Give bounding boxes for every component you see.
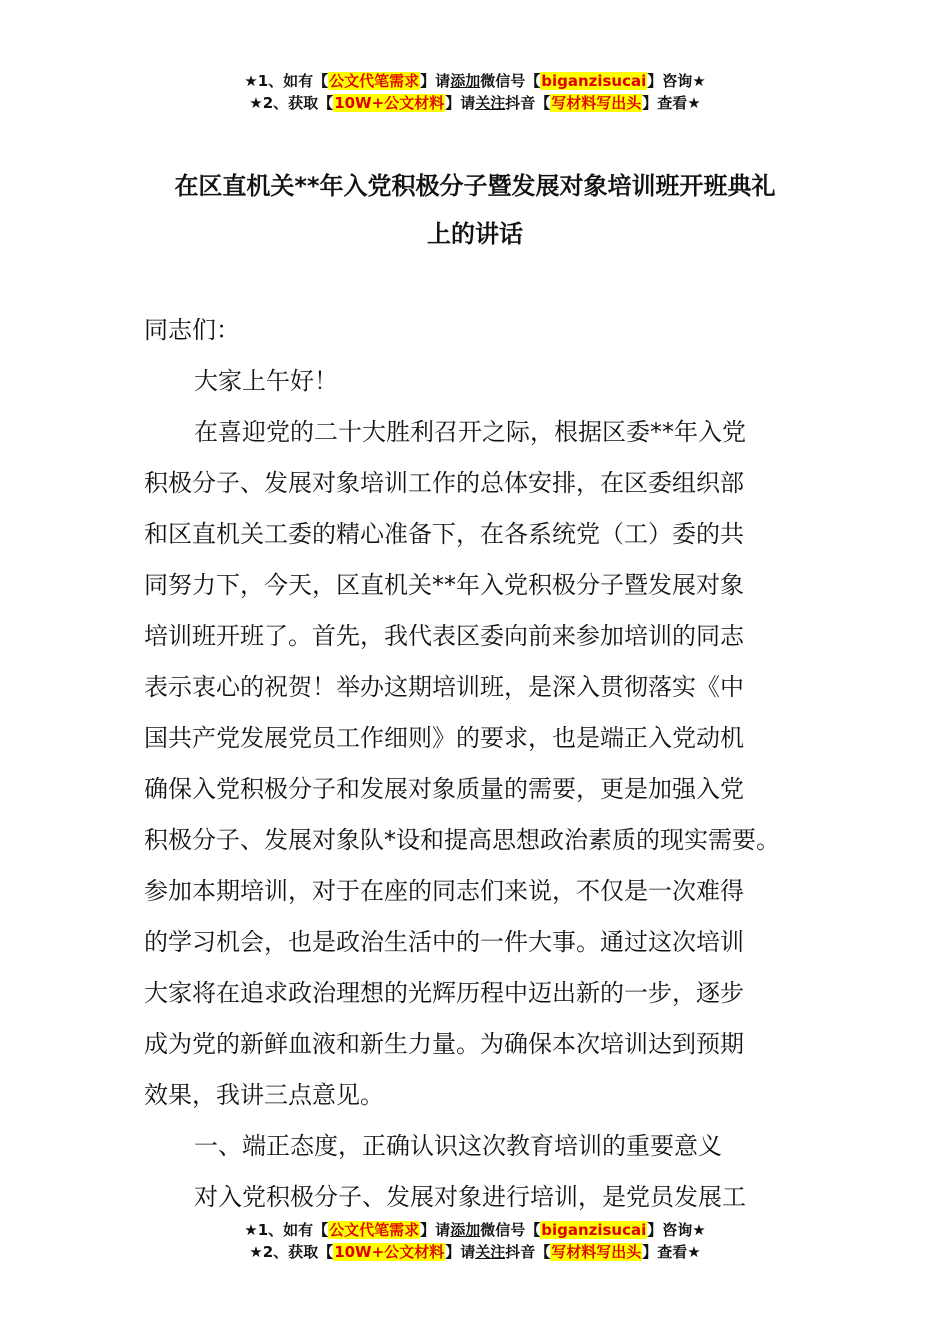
body-line: 大家将在追求政治理想的光辉历程中迈出新的一步，逐步: [144, 979, 744, 1007]
highlight-text: 写材料写出头: [551, 94, 642, 112]
body-line: 积极分子、发展对象队*设和提高思想政治素质的现实需要。: [144, 826, 780, 854]
highlight-text: 写材料写出头: [551, 1243, 642, 1261]
body-line: 积极分子、发展对象培训工作的总体安排，在区委组织部: [144, 469, 744, 497]
greeting: 大家上午好！: [194, 367, 338, 395]
notice-line-1: ★1、如有【公文代笔需求】请添加微信号【biganzisucai】咨询★: [244, 72, 706, 90]
body-line: 同努力下，今天，区直机关**年入党积极分子暨发展对象: [144, 571, 744, 599]
document-title: [120, 162, 830, 258]
body-line: 的学习机会，也是政治生活中的一件大事。通过这次培训: [144, 928, 744, 956]
title-line-2: 上的讲话: [427, 220, 523, 248]
highlight-text: biganzisucai: [541, 1221, 647, 1239]
body-line: 在喜迎党的二十大胜利召开之际，根据区委**年入党: [194, 418, 746, 446]
header-notice: [0, 70, 950, 114]
section-heading: 一、端正态度，正确认识这次教育培训的重要意义: [194, 1132, 722, 1160]
highlight-text: biganzisucai: [541, 72, 647, 90]
document-body: [144, 305, 824, 1223]
title-line-1: 在区直机关**年入党积极分子暨发展对象培训班开班典礼: [174, 172, 776, 200]
body-line: 培训班开班了。首先，我代表区委向前来参加培训的同志: [144, 622, 744, 650]
body-line: 国共产党发展党员工作细则》的要求，也是端正入党动机: [144, 724, 744, 752]
body-line: 确保入党积极分子和发展对象质量的需要，更是加强入党: [144, 775, 744, 803]
highlight-text: 10W+公文材料: [334, 94, 445, 112]
notice-line-1: ★1、如有【公文代笔需求】请添加微信号【biganzisucai】咨询★: [244, 1221, 706, 1239]
body-line: 和区直机关工委的精心准备下，在各系统党（工）委的共: [144, 520, 744, 548]
highlight-text: 公文代笔需求: [329, 72, 420, 90]
body-line: 效果，我讲三点意见。: [144, 1081, 384, 1109]
body-line: 成为党的新鲜血液和新生力量。为确保本次培训达到预期: [144, 1030, 744, 1058]
highlight-text: 10W+公文材料: [334, 1243, 445, 1261]
footer-notice: [0, 1219, 950, 1263]
notice-line-2: ★2、获取【10W+公文材料】请关注抖音【写材料写出头】查看★: [249, 1243, 701, 1261]
highlight-text: 公文代笔需求: [329, 1221, 420, 1239]
body-line: 参加本期培训，对于在座的同志们来说，不仅是一次难得: [144, 877, 744, 905]
salutation: 同志们：: [144, 316, 240, 344]
body-line: 表示衷心的祝贺！举办这期培训班，是深入贯彻落实《中: [144, 673, 744, 701]
body-line: 对入党积极分子、发展对象进行培训，是党员发展工: [194, 1183, 746, 1211]
notice-line-2: ★2、获取【10W+公文材料】请关注抖音【写材料写出头】查看★: [249, 94, 701, 112]
